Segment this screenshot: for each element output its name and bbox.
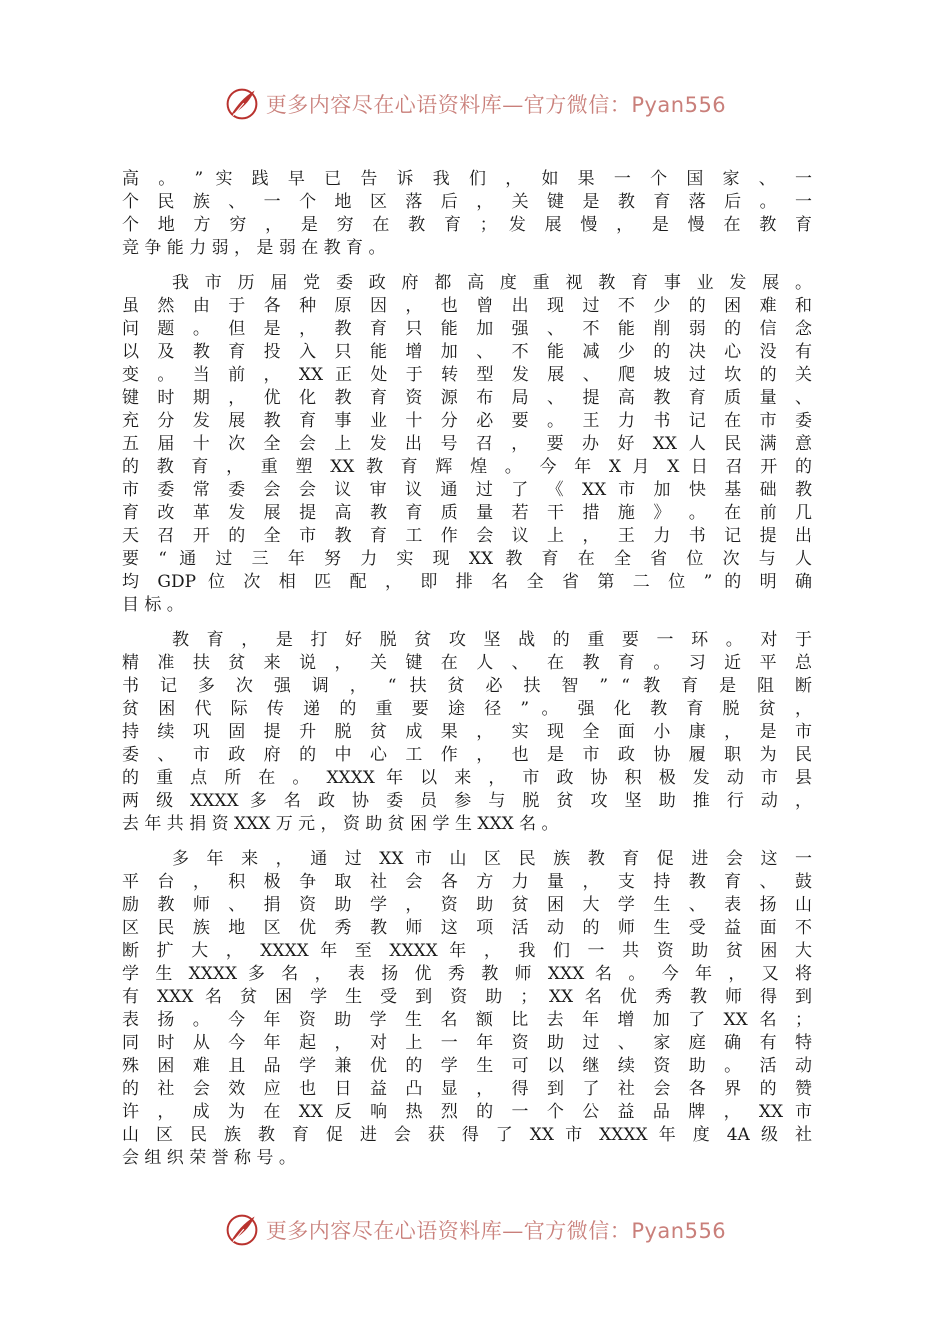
text-line: 有 XXX 名 贫 困 学 生 受 到 资 助 ； XX 名 优 秀 教 师 得 到 [122,987,812,1007]
text-line: 天 召 开 的 全 市 教 育 工 作 会 议 上 ， 王 力 书 记 提 出 [122,526,812,546]
text-line: 的 重 点 所 在 。 XXXX 年 以 来 ， 市 政 协 积 极 发 动 市 县 [122,768,812,788]
text-line: 表 扬 。 今 年 资 助 学 生 名 额 比 去 年 增 加 了 XX 名 ； [122,1010,812,1030]
text-line: 会 组 织 荣 誉 称 号 。 [122,1148,296,1168]
text-line: 两 级 XXXX 多 名 政 协 委 员 参 与 脱 贫 攻 坚 助 推 行 动 ， [122,791,812,811]
text-line: 学 生 XXXX 多 名 ， 表 扬 优 秀 教 师 XXX 名 。 今 年 ， 又 将 [122,964,812,984]
text-line: 要 “ 通 过 三 年 努 力 实 现 XX 教 育 在 全 省 位 次 与 人 [122,549,812,569]
text-line: 个 民 族 、 一 个 地 区 落 后 ， 关 键 是 教 育 落 后 。 一 [122,192,812,212]
text-line: 市 委 常 委 会 会 议 审 议 通 过 了 《 XX 市 加 快 基 础 教 [122,480,812,500]
footer-banner [0,1210,950,1250]
text-line: 持 续 巩 固 提 升 脱 贫 成 果 ， 实 现 全 面 小 康 ， 是 市 [122,722,812,742]
text-line: 竞 争 能 力 弱 ， 是 弱 在 教 育 。 [122,238,386,258]
text-line: 平 台 ， 积 极 争 取 社 会 各 方 力 量 ， 支 持 教 育 、 鼓 [122,872,812,892]
text-line: 充 分 发 展 教 育 事 业 十 分 必 要 。 王 力 书 记 在 市 委 [122,411,812,431]
quill-pen-logo-icon [224,1212,260,1248]
text-line: 励 教 师 、 捐 资 助 学 ， 资 助 贫 困 大 学 生 、 表 扬 山 [122,895,812,915]
text-line: 殊 困 难 且 品 学 兼 优 的 学 生 可 以 继 续 资 助 。 活 动 [122,1056,812,1076]
footer-banner-text: 更多内容尽在心语资料库—官方微信：Pyan556 [265,1219,727,1243]
header-banner [0,84,950,124]
text-line: 虽 然 由 于 各 种 原 因 ， 也 曾 出 现 过 不 少 的 困 难 和 [122,296,812,316]
text-line: 区 民 族 地 区 优 秀 教 师 这 项 活 动 的 师 生 受 益 面 不 [122,918,812,938]
text-line: 变 。 当 前 ， XX 正 处 于 转 型 发 展 、 爬 坡 过 坎 的 关 [122,365,812,385]
paragraph [122,168,812,260]
text-line: 问 题 。 但 是 ， 教 育 只 能 加 强 、 不 能 削 弱 的 信 念 [122,319,812,339]
text-line: 断 扩 大 ， XXXX 年 至 XXXX 年 ， 我 们 一 共 资 助 贫 困 大 [122,941,812,961]
text-line: 精 准 扶 贫 来 说 ， 关 键 在 人 、 在 教 育 。 习 近 平 总 [122,653,812,673]
text-line: 的 社 会 效 应 也 日 益 凸 显 ， 得 到 了 社 会 各 界 的 赞 [122,1079,812,1099]
text-line: 键 时 期 ， 优 化 教 育 资 源 布 局 、 提 高 教 育 质 量 、 [122,388,812,408]
text-line: 去 年 共 捐 资 XXX 万 元 ， 资 助 贫 困 学 生 XXX 名 。 [122,814,559,834]
paragraph [122,848,812,1170]
text-line: 同 时 从 今 年 起 ， 对 上 一 年 资 助 过 、 家 庭 确 有 特 [122,1033,812,1053]
text-line: 多 年 来 ， 通 过 XX 市 山 区 民 族 教 育 促 进 会 这 一 [172,849,812,869]
text-line: 书 记 多 次 强 调 ， “ 扶 贫 必 扶 智 ” “ 教 育 是 阻 断 [122,676,812,696]
text-line: 五 届 十 次 全 会 上 发 出 号 召 ， 要 办 好 XX 人 民 满 意 [122,434,812,454]
text-line: 均 GDP 位 次 相 匹 配 ， 即 排 名 全 省 第 二 位 ” 的 明 确 [122,572,812,592]
text-line: 高 。 ” 实 践 早 已 告 诉 我 们 ， 如 果 一 个 国 家 、 一 [122,169,812,189]
text-line: 育 改 革 发 展 提 高 教 育 质 量 若 干 措 施 》 。 在 前 几 [122,503,812,523]
text-line: 我 市 历 届 党 委 政 府 都 高 度 重 视 教 育 事 业 发 展 。 [172,273,812,293]
text-line: 贫 困 代 际 传 递 的 重 要 途 径 ” 。 强 化 教 育 脱 贫 ， [122,699,812,719]
quill-pen-logo-icon [224,86,260,122]
text-line: 许 ， 成 为 在 XX 反 响 热 烈 的 一 个 公 益 品 牌 ， XX 市 [122,1102,812,1122]
text-line: 个 地 方 穷 ， 是 穷 在 教 育 ； 发 展 慢 ， 是 慢 在 教 育 [122,215,812,235]
text-line: 委 、 市 政 府 的 中 心 工 作 ， 也 是 市 政 协 履 职 为 民 [122,745,812,765]
text-line: 教 育 ， 是 打 好 脱 贫 攻 坚 战 的 重 要 一 环 。 对 于 [172,630,812,650]
text-line: 目 标 。 [122,595,184,615]
text-line: 以 及 教 育 投 入 只 能 增 加 、 不 能 减 少 的 决 心 没 有 [122,342,812,362]
text-line: 的 教 育 ， 重 塑 XX 教 育 辉 煌 。 今 年 X 月 X 日 召 开 的 [122,457,812,477]
paragraph [122,629,812,836]
text-line: 山 区 民 族 教 育 促 进 会 获 得 了 XX 市 XXXX 年 度 4A 级 社 [122,1125,812,1145]
paragraph [122,272,812,617]
header-banner-text: 更多内容尽在心语资料库—官方微信：Pyan556 [265,93,727,117]
document-body [122,168,812,1182]
